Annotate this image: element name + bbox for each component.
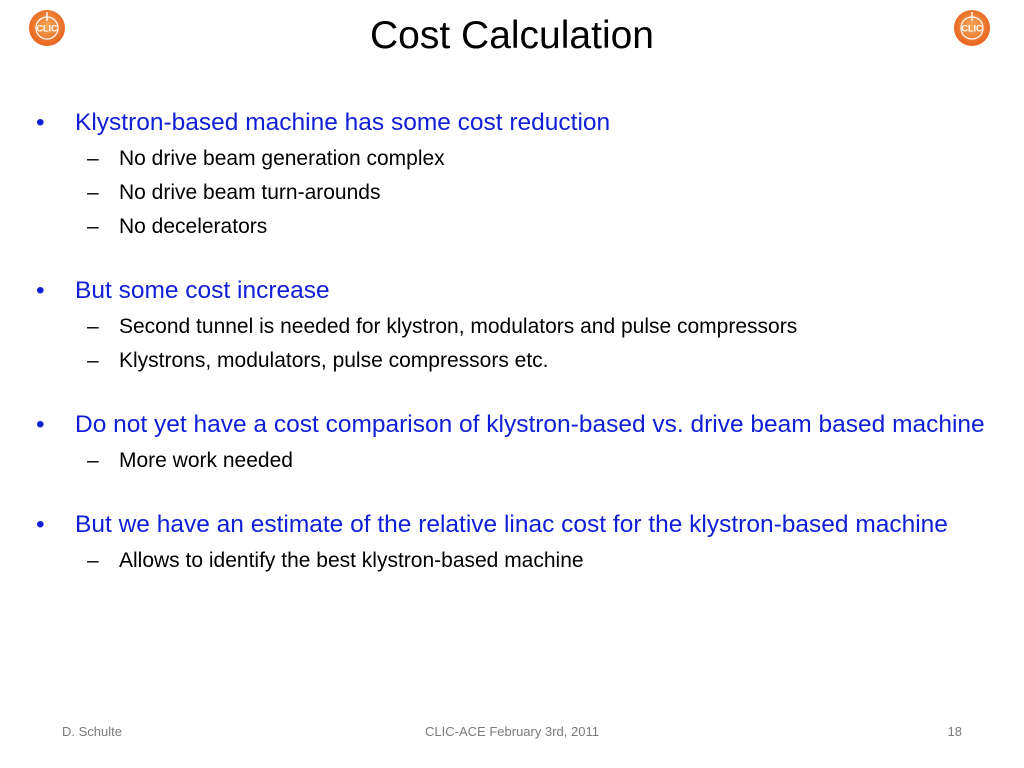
bullet-item: [36, 108, 996, 138]
sub-bullet-item: [36, 210, 996, 244]
sub-bullet-text: No drive beam turn-arounds: [119, 181, 381, 204]
bullet-text: Klystron-based machine has some cost reduction: [75, 109, 611, 136]
sub-bullet-dash: –: [87, 215, 99, 238]
sub-bullet-dash: –: [87, 449, 99, 472]
sub-bullet-text: Klystrons, modulators, pulse compressors etc.: [119, 349, 549, 372]
bullet-text: Do not yet have a cost comparison of klystron-based vs. drive beam based machine: [75, 411, 985, 438]
bullet-dot: •: [36, 109, 45, 136]
sub-bullet-text: Second tunnel is needed for klystron, modulators and pulse compressors: [119, 315, 798, 338]
bullet-dot: •: [36, 511, 45, 538]
bullet-item: [36, 510, 996, 540]
slide-body: [36, 108, 996, 610]
bullet-group: [36, 276, 996, 378]
bullet-group: [36, 510, 996, 578]
svg-text:CLIC: CLIC: [961, 23, 983, 34]
bullet-group: [36, 108, 996, 244]
slide-title: Cost Calculation: [370, 14, 654, 57]
bullet-item: [36, 410, 996, 440]
sub-bullet-dash: –: [87, 147, 99, 170]
bullet-dot: •: [36, 277, 45, 304]
sub-bullet-text: No decelerators: [119, 215, 268, 238]
sub-bullet-dash: –: [87, 181, 99, 204]
footer-event: CLIC-ACE February 3rd, 2011: [425, 724, 599, 739]
sub-bullet-item: [36, 544, 996, 578]
sub-bullet-dash: –: [87, 315, 99, 338]
sub-bullet-item: [36, 142, 996, 176]
footer-author: D. Schulte: [62, 724, 122, 739]
bullet-dot: •: [36, 411, 45, 438]
svg-text:CLIC: CLIC: [36, 23, 58, 34]
sub-bullet-item: [36, 344, 996, 378]
sub-bullet-dash: –: [87, 549, 99, 572]
bullet-group: [36, 410, 996, 478]
footer-page-number: 18: [947, 724, 962, 739]
bullet-text: But some cost increase: [75, 277, 330, 304]
sub-bullet-text: More work needed: [119, 449, 293, 472]
sub-bullet-item: [36, 176, 996, 210]
sub-bullet-item: [36, 444, 996, 478]
sub-bullet-item: [36, 310, 996, 344]
bullet-text: But we have an estimate of the relative linac cost for the klystron-based machine: [75, 511, 948, 538]
sub-bullet-dash: –: [87, 349, 99, 372]
bullet-item: [36, 276, 996, 306]
sub-bullet-text: No drive beam generation complex: [119, 147, 445, 170]
sub-bullet-text: Allows to identify the best klystron-based machine: [119, 549, 584, 572]
